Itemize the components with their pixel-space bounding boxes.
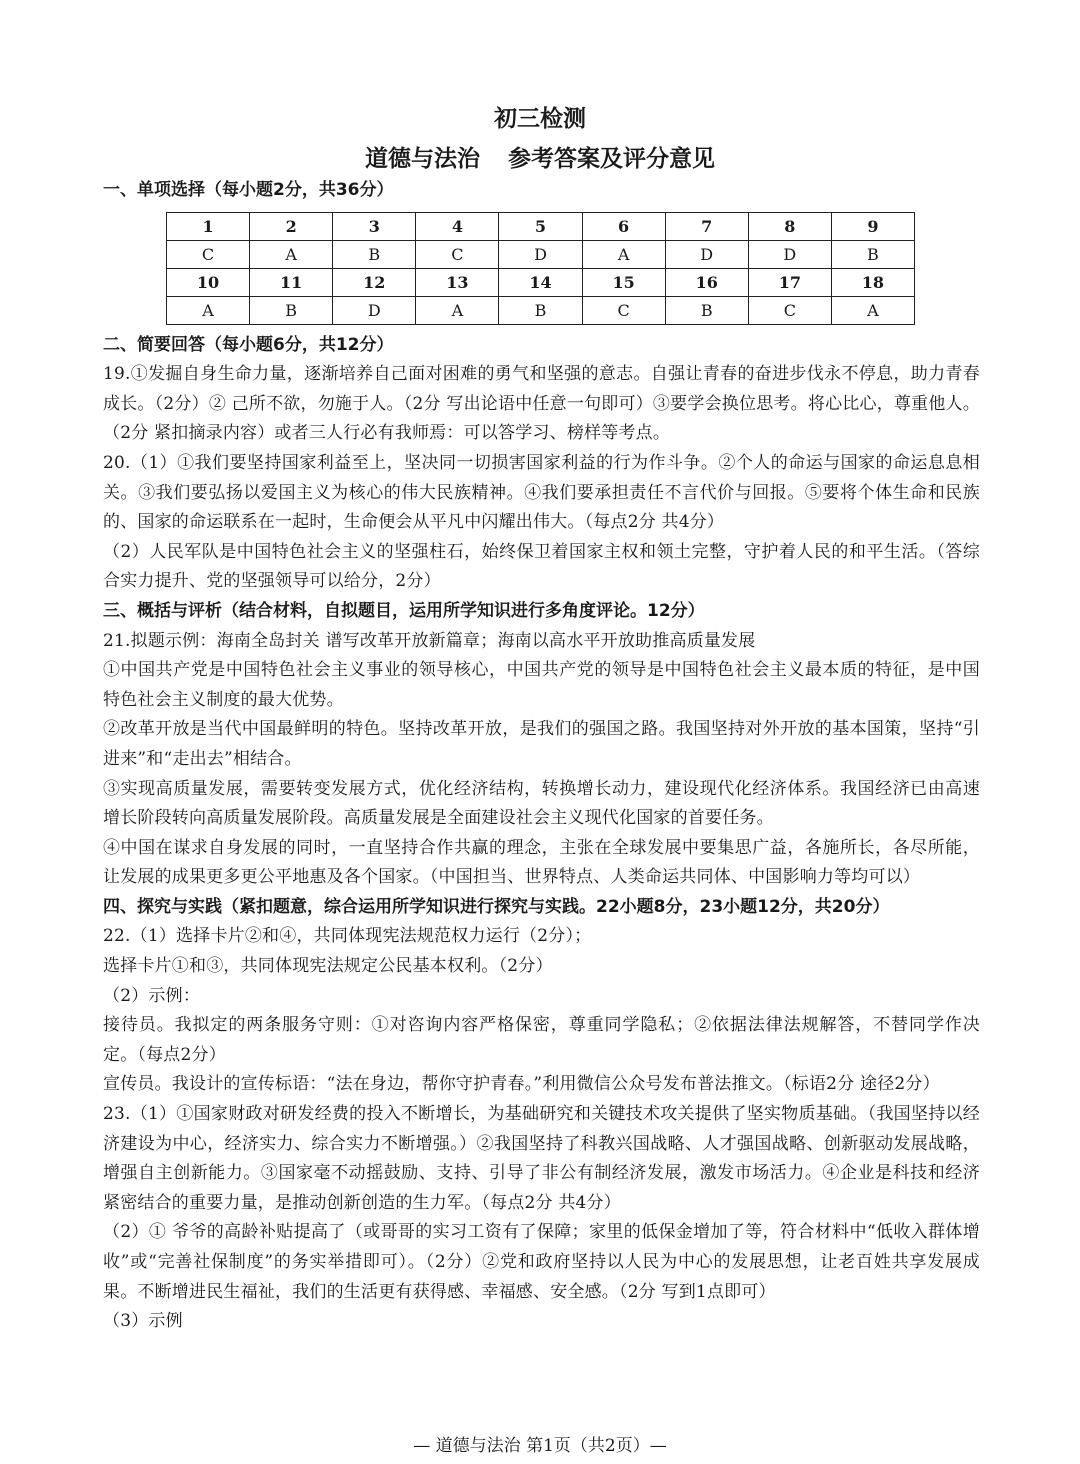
answer-paragraph: 宣传员。我设计的宣传标语：“法在身边，帮你守护青春。”利用微信公众号发布普法推文。（标语2分 途径2分） [103,1074,940,1095]
answer-cell: D [499,240,582,268]
answer-paragraph: 19.①发掘自身生命力量，逐渐培养自己面对困难的勇气和坚强的意志。自强让青春的奋进步伐永不停息，助力青春成长。（2分）② 己所不欲，勿施于人。（2分 写出论语中任意一句即可）③要学会换位思考。将心比心，尊重他人。（2分 紧扣摘录内容）或者三人行必有我师焉：可以答学习、榜样等考点。 [103,364,980,444]
answer-cell: B [499,296,582,324]
answer-cell: C [582,296,665,324]
question-number: 15 [582,268,665,296]
question-number: 13 [416,268,499,296]
question-number: 11 [250,268,333,296]
answer-paragraph: ④中国在谋求自身发展的同时，一直坚持合作共赢的理念，主张在全球发展中要集思广益，各施所长，各尽所能，让发展的成果更多更公平地惠及各个国家。（中国担当、世界特点、人类命运共同体、中国影响力等均可以） [103,837,980,888]
question-number: 18 [831,268,914,296]
page-footer: — 道德与法治 第1页（共2页）— [413,1436,667,1456]
answer-content [103,176,980,1337]
answer-cell: D [333,296,416,324]
table-row [167,240,915,268]
answer-paragraph: ①中国共产党是中国特色社会主义事业的领导核心，中国共产党的领导是中国特色社会主义最本质的特征，是中国特色社会主义制度的最大优势。 [103,660,980,710]
question-number: 5 [499,212,582,240]
answer-paragraph: 选择卡片①和③，共同体现宪法规定公民基本权利。（2分） [103,956,553,977]
answer-paragraph: （2）人民军队是中国特色社会主义的坚强柱石，始终保卫着国家主权和领土完整，守护着人民的和平生活。（答综合实力提升、党的坚强领导可以给分，2分） [103,541,980,592]
page-subtitle [0,140,1080,173]
page-title: 初三检测 [494,106,586,132]
answer-cell: C [416,240,499,268]
answer-paragraph: 接待员。我拟定的两条服务守则：①对咨询内容严格保密，尊重同学隐私；②依据法律法规解答，不替同学作决定。（每点2分） [103,1015,980,1065]
question-number: 8 [748,212,831,240]
answer-cell: D [665,240,748,268]
answer-paragraph: （3）示例 [103,1311,183,1332]
question-number: 9 [831,212,914,240]
table-row [167,296,915,324]
question-number: 17 [748,268,831,296]
answer-cell: B [665,296,748,324]
subject-name: 道德与法治 [365,146,480,172]
answer-paragraph: 20.（1）①我们要坚持国家利益至上，坚决同一切损害国家利益的行为作斗争。②个人的命运与国家的命运息息相关。③我们要弘扬以爱国主义为核心的伟大民族精神。④我们要承担责任不言代价与回报。⑤要将个体生命和民族的、国家的命运联系在一起时，生命便会从平凡中闪耀出伟大。（每点2分 共4分） [103,452,980,533]
question-number: 3 [333,212,416,240]
table-row [167,212,915,240]
answer-paragraph: ③实现高质量发展，需要转变发展方式，优化经济结构，转换增长动力，建设现代化经济体系。我国经济已由高速增长阶段转向高质量发展阶段。高质量发展是全面建设社会主义现代化国家的首要任务。 [103,778,980,829]
question-number: 14 [499,268,582,296]
section-heading: 四、探究与实践（紧扣题意，综合运用所学知识进行探究与实践。22小题8分，23小题12分，共20分） [103,896,890,917]
subtitle-text: 参考答案及评分意见 [508,146,715,172]
question-number: 16 [665,268,748,296]
section-heading: 二、简要回答（每小题6分，共12分） [103,334,394,355]
answer-paragraph: （2）① 爷爷的高龄补贴提高了（或哥哥的实习工资有了保障；家里的低保金增加了等，符合材料中“低收入群体增收”或“完善社保制度”的务实举措即可）。（2分）②党和政府坚持以人民为中心的发展思想，让老百姓共享发展成果。不断增进民生福祉，我们的生活更有获得感、幸福感、安全感。（2分 写到1点即可） [103,1222,980,1302]
answer-cell: A [831,296,914,324]
section-heading: 一、单项选择（每小题2分，共36分） [103,180,394,200]
question-number: 2 [250,212,333,240]
question-number: 7 [665,212,748,240]
answer-paragraph: （2）示例： [103,985,201,1006]
question-number: 6 [582,212,665,240]
answer-paragraph: ②改革开放是当代中国最鲜明的特色。坚持改革开放，是我们的强国之路。我国坚持对外开放的基本国策，坚持“引进来”和“走出去”相结合。 [103,719,980,769]
section-heading: 三、概括与评析（结合材料，自拟题目，运用所学知识进行多角度评论。12分） [103,600,705,621]
answer-paragraph: 22.（1）选择卡片②和④，共同体现宪法规范权力运行（2分）； [103,926,592,947]
question-number: 10 [167,268,250,296]
answer-cell: C [748,296,831,324]
answer-paragraph: 21.拟题示例：海南全岛封关 谱写改革开放新篇章；海南以高水平开放助推高质量发展 [103,630,756,651]
question-number: 1 [167,212,250,240]
answer-cell: B [250,296,333,324]
answer-cell: A [582,240,665,268]
answer-cell: B [831,240,914,268]
answer-cell: A [167,296,250,324]
question-number: 4 [416,212,499,240]
question-number: 12 [333,268,416,296]
answer-cell: A [250,240,333,268]
answer-table [166,212,915,325]
answer-cell: B [333,240,416,268]
answer-paragraph: 23.（1）①国家财政对研发经费的投入不断增长，为基础研究和关键技术攻关提供了坚实物质基础。（我国坚持以经济建设为中心，经济实力、综合实力不断增强。）②我国坚持了科教兴国战略、人才强国战略、创新驱动发展战略，增强自主创新能力。③国家毫不动摇鼓励、支持、引导了非公有制经济发展，激发市场活力。④企业是科技和经济紧密结合的重要力量，是推动创新创造的生力军。（每点2分 共4分） [103,1104,980,1213]
answer-cell: C [167,240,250,268]
table-row [167,268,915,296]
answer-cell: D [748,240,831,268]
answer-cell: A [416,296,499,324]
